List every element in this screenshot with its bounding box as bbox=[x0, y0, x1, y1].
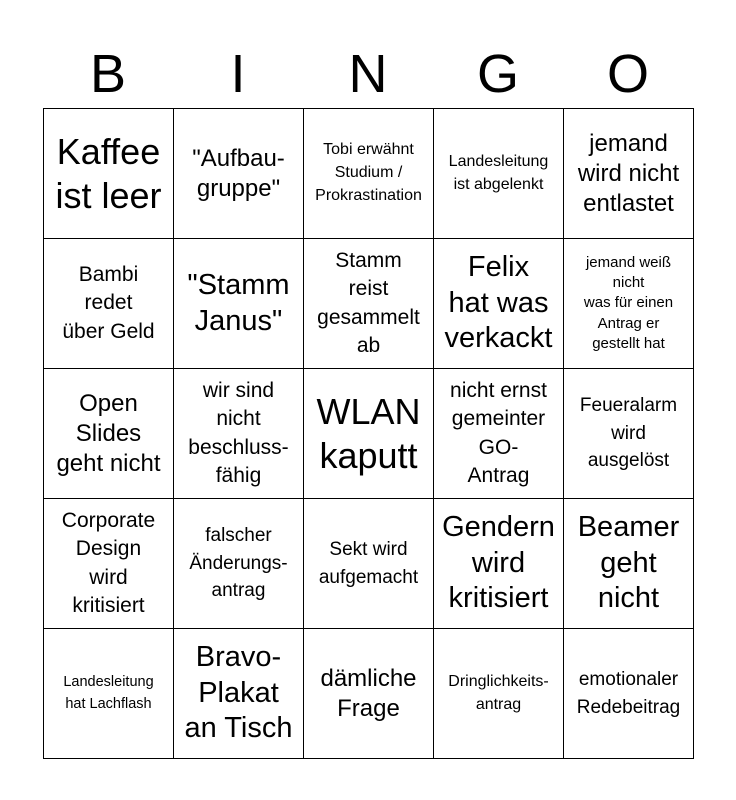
bingo-board bbox=[43, 108, 694, 759]
bingo-cell[interactable]: Beamer geht nicht bbox=[564, 499, 694, 629]
bingo-cell[interactable]: falscher Änderungs- antrag bbox=[174, 499, 304, 629]
bingo-cell[interactable]: Landesleitung hat Lachflash bbox=[44, 629, 174, 759]
bingo-cell[interactable]: "Stamm Janus" bbox=[174, 239, 304, 369]
bingo-cell[interactable]: nicht ernst gemeinter GO- Antrag bbox=[434, 369, 564, 499]
bingo-cell[interactable]: Gendern wird kritisiert bbox=[434, 499, 564, 629]
bingo-cell[interactable]: emotionaler Redebeitrag bbox=[564, 629, 694, 759]
bingo-cell[interactable]: Bambi redet über Geld bbox=[44, 239, 174, 369]
bingo-cell[interactable]: jemand wird nicht entlastet bbox=[564, 109, 694, 239]
bingo-cell[interactable]: Dringlichkeits- antrag bbox=[434, 629, 564, 759]
header-letter-g: G bbox=[476, 44, 519, 104]
bingo-cell[interactable]: Feueralarm wird ausgelöst bbox=[564, 369, 694, 499]
bingo-cell[interactable]: jemand weiß nicht was für einen Antrag er gestellt hat bbox=[564, 239, 694, 369]
header-letter-i: I bbox=[230, 44, 246, 104]
bingo-cell[interactable]: Felix hat was verkackt bbox=[434, 239, 564, 369]
bingo-cell[interactable]: Sekt wird aufgemacht bbox=[304, 499, 434, 629]
bingo-header bbox=[43, 40, 693, 108]
bingo-cell[interactable]: dämliche Frage bbox=[304, 629, 434, 759]
bingo-cell[interactable]: wir sind nicht beschluss- fähig bbox=[174, 369, 304, 499]
bingo-cell[interactable]: Stamm reist gesammelt ab bbox=[304, 239, 434, 369]
header-letter-n: N bbox=[348, 44, 388, 104]
header-letter-o: O bbox=[606, 44, 649, 104]
bingo-cell[interactable]: Tobi erwähnt Studium / Prokrastination bbox=[304, 109, 434, 239]
bingo-cell[interactable]: Landesleitung ist abgelenkt bbox=[434, 109, 564, 239]
bingo-cell[interactable]: "Aufbau- gruppe" bbox=[174, 109, 304, 239]
bingo-cell[interactable]: WLAN kaputt bbox=[304, 369, 434, 499]
bingo-cell[interactable]: Kaffee ist leer bbox=[44, 109, 174, 239]
bingo-cell[interactable]: Open Slides geht nicht bbox=[44, 369, 174, 499]
bingo-cell[interactable]: Corporate Design wird kritisiert bbox=[44, 499, 174, 629]
bingo-cell[interactable]: Bravo- Plakat an Tisch bbox=[174, 629, 304, 759]
header-letter-b: B bbox=[89, 44, 127, 104]
